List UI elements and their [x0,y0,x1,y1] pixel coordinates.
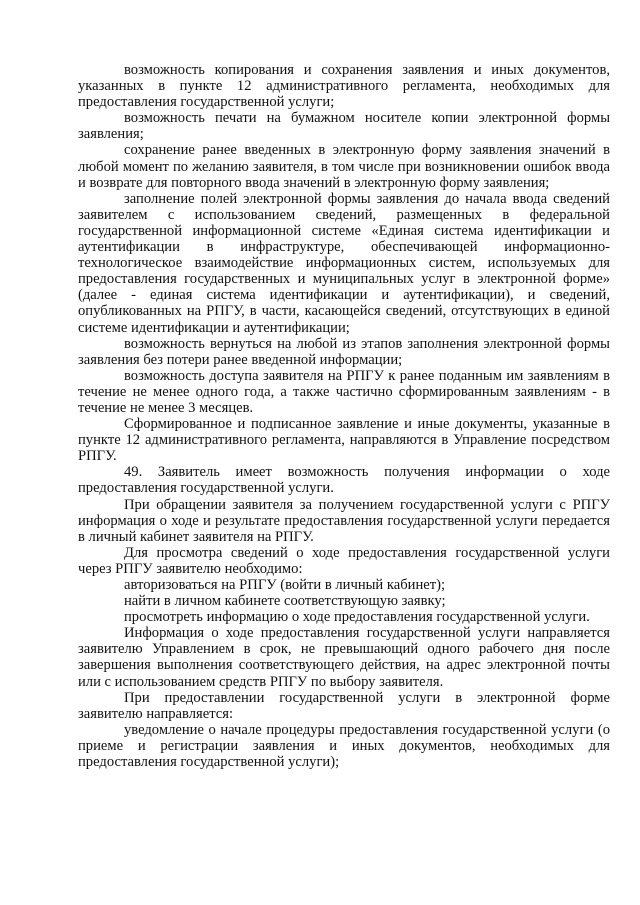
paragraph: возможность вернуться на любой из этапов заполнения электронной формы заявления без потери ранее введенной информации; [78,335,610,368]
paragraph: уведомление о начале процедуры предоставления государственной услуги (о приеме и регистрации заявления и иных документов, необходимых для предоставления государственной услуги); [78,721,610,771]
paragraph: возможность копирования и сохранения заявления и иных документов, указанных в пункте 12 административного регламента, необходимых для предоставления государственной услуги; [78,62,610,111]
paragraph: При предоставлении государственной услуги в электронной форме заявителю направляется: [78,689,610,722]
paragraph: заполнение полей электронной формы заявления до начала ввода сведений заявителем с использованием сведений, размещенных в федеральной государственной информационной системе «Единая система идентификации и аутентификации в инфраструктуре, обеспечивающей информационно-технологическое взаимодействие информационных систем, используемых для предоставления государственных и муниципальных услуг в электронной форме» (далее - единая система идентификации и аутентификации), и сведений, опубликованных на РПГУ, в части, касающейся сведений, отсутствующих в единой системе идентификации и аутентификации; [78,190,610,336]
paragraph: сохранение ранее введенных в электронную форму заявления значений в любой момент по желанию заявителя, в том числе при возникновении ошибок ввода и возврате для повторного ввода значений в электронную форму заявления; [78,142,610,191]
list-item: авторизоваться на РПГУ (войти в личный кабинет); [124,577,446,593]
list-item: просмотреть информацию о ходе предоставления государственной услуги. [124,609,590,626]
paragraph: Информация о ходе предоставления государственной услуги направляется заявителю Управлением в срок, не превышающий одного рабочего дня после завершения выполнения соответствующего действия, на адрес электронной почты или с использованием средств РПГУ по выбору заявителя. [78,625,610,690]
paragraph: Сформированное и подписанное заявление и иные документы, указанные в пункте 12 административного регламента, направляются в Управление посредством РПГУ. [78,416,610,465]
paragraph: возможность печати на бумажном носителе копии электронной формы заявления; [78,110,610,143]
paragraph: 49. Заявитель имеет возможность получения информации о ходе предоставления государственной услуги. [78,464,610,497]
paragraph: возможность доступа заявителя на РПГУ к ранее поданным им заявлениям в течение не менее одного года, а также частично сформированным заявлениям - в течение не менее 3 месяцев. [78,367,610,416]
paragraph: При обращении заявителя за получением государственной услуги с РПГУ информация о ходе и результате предоставления государственной услуги передается в личный кабинет заявителя на РПГУ. [78,496,610,545]
paragraph: Для просмотра сведений о ходе предоставления государственной услуги через РПГУ заявителю необходимо: [78,544,610,577]
list-item: найти в личном кабинете соответствующую заявку; [124,593,446,610]
